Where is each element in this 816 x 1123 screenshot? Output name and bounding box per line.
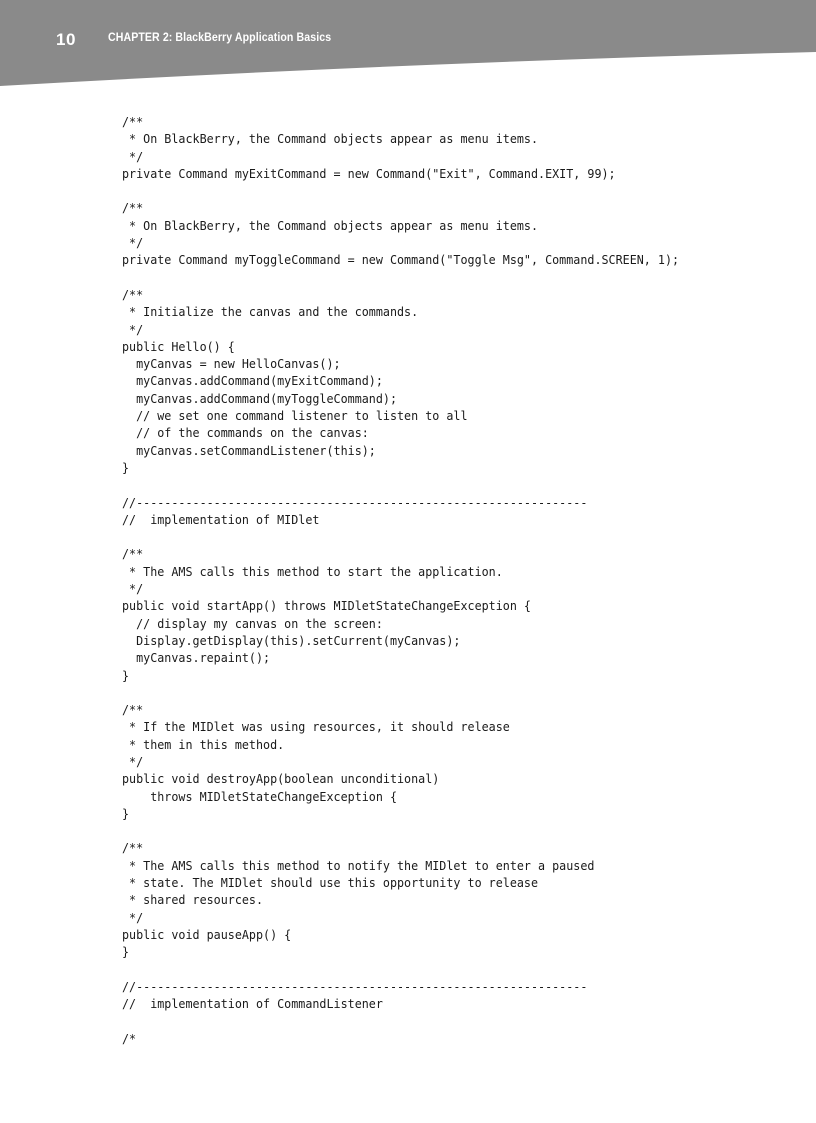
code-line: */: [122, 321, 144, 337]
code-line: public void pauseApp() {: [122, 926, 292, 942]
code-line: */: [122, 235, 144, 251]
code-line: // we set one command listener to listen to all: [122, 408, 468, 424]
header-band: [0, 0, 816, 92]
code-line: /**: [122, 200, 144, 216]
code-line: [122, 269, 679, 286]
code-line: /**: [122, 114, 144, 129]
code-line: myCanvas.addCommand(myExitCommand);: [122, 373, 383, 389]
code-line: // display my canvas on the screen:: [122, 615, 383, 631]
code-line: /**: [122, 702, 144, 718]
code-line: * shared resources.: [122, 892, 264, 908]
code-line: // implementation of MIDlet: [122, 511, 320, 527]
code-line: [122, 1012, 679, 1029]
code-line: * On BlackBerry, the Command objects appear as menu items.: [122, 131, 539, 147]
code-line: throws MIDletStateChangeException {: [122, 788, 398, 804]
code-line: * The AMS calls this method to notify the MIDlet to enter a paused: [122, 857, 595, 873]
code-line: public Hello() {: [122, 338, 235, 354]
code-line: //----------------------------------------------------------------: [122, 494, 588, 510]
code-line: [122, 182, 679, 199]
page-number: 10: [56, 30, 76, 49]
code-line: [122, 822, 679, 839]
code-line: }: [122, 944, 130, 960]
code-line: */: [122, 909, 144, 925]
code-line: //----------------------------------------------------------------: [122, 978, 588, 994]
code-line: private Command myToggleCommand = new Command("Toggle Msg", Command.SCREEN, 1);: [122, 252, 680, 268]
code-line: [122, 528, 679, 545]
code-line: myCanvas.repaint();: [122, 650, 271, 666]
code-line: * If the MIDlet was using resources, it should release: [122, 719, 510, 735]
code-line: /**: [122, 840, 144, 856]
code-line: * On BlackBerry, the Command objects appear as menu items.: [122, 217, 539, 233]
code-line: * Initialize the canvas and the commands.: [122, 304, 419, 320]
code-listing: [122, 113, 679, 1047]
code-line: [122, 476, 679, 493]
code-line: */: [122, 148, 144, 164]
code-line: * state. The MIDlet should use this opportunity to release: [122, 875, 539, 891]
code-line: * The AMS calls this method to start the application.: [122, 563, 503, 579]
code-line: }: [122, 667, 130, 683]
code-line: }: [122, 459, 130, 475]
code-line: [122, 961, 679, 978]
code-line: myCanvas.addCommand(myToggleCommand);: [122, 390, 398, 406]
code-line: [122, 684, 679, 701]
code-line: /**: [122, 286, 144, 302]
code-line: }: [122, 805, 130, 821]
code-line: * them in this method.: [122, 736, 285, 752]
code-line: // of the commands on the canvas:: [122, 425, 369, 441]
code-line: myCanvas = new HelloCanvas();: [122, 356, 341, 372]
code-line: public void startApp() throws MIDletStateChangeException {: [122, 598, 531, 614]
code-line: /*: [122, 1030, 137, 1046]
code-line: */: [122, 753, 144, 769]
code-line: // implementation of CommandListener: [122, 996, 383, 1012]
code-line: private Command myExitCommand = new Command("Exit", Command.EXIT, 99);: [122, 165, 616, 181]
code-line: /**: [122, 546, 144, 562]
code-line: */: [122, 581, 144, 597]
chapter-title: CHAPTER 2: BlackBerry Application Basics: [108, 32, 332, 44]
code-line: public void destroyApp(boolean unconditional): [122, 771, 440, 787]
code-line: myCanvas.setCommandListener(this);: [122, 442, 376, 458]
code-line: Display.getDisplay(this).setCurrent(myCanvas);: [122, 632, 461, 648]
